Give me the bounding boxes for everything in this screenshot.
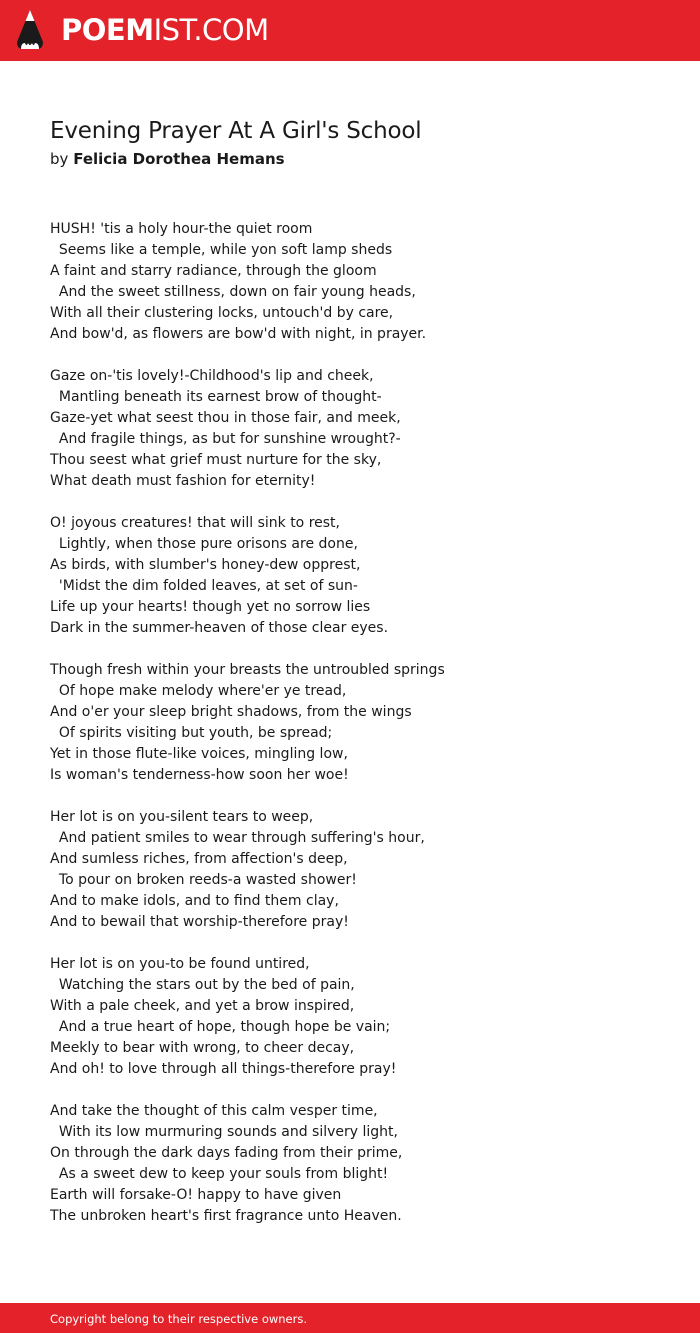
poem-line: Life up your hearts! though yet no sorrow lies bbox=[50, 599, 371, 615]
poem-line: O! joyous creatures! that will sink to rest, bbox=[50, 515, 340, 531]
poem-line: And the sweet stillness, down on fair young heads, bbox=[50, 284, 416, 300]
poem-content bbox=[50, 116, 670, 1248]
poem-line: Watching the stars out by the bed of pain, bbox=[50, 977, 355, 993]
poem-line: As a sweet dew to keep your souls from blight! bbox=[50, 1166, 389, 1182]
poem-stanza bbox=[50, 219, 670, 345]
poem-line: And sumless riches, from affection's deep, bbox=[50, 851, 348, 867]
logo-text bbox=[61, 9, 269, 51]
poem-line: Gaze on-'tis lovely!-Childhood's lip and cheek, bbox=[50, 368, 374, 384]
poem-line: The unbroken heart's first fragrance unto Heaven. bbox=[50, 1208, 402, 1224]
poem-line: Thou seest what grief must nurture for the sky, bbox=[50, 452, 382, 468]
poem-line: Mantling beneath its earnest brow of thought- bbox=[50, 389, 382, 405]
poem-line: And take the thought of this calm vesper time, bbox=[50, 1103, 378, 1119]
poem-line: HUSH! 'tis a holy hour-the quiet room bbox=[50, 221, 313, 237]
poem-line: And patient smiles to wear through suffering's hour, bbox=[50, 830, 425, 846]
poem-line: To pour on broken reeds-a wasted shower! bbox=[50, 872, 357, 888]
site-footer bbox=[0, 1303, 700, 1333]
poem-line: And oh! to love through all things-therefore pray! bbox=[50, 1061, 397, 1077]
poem-line: And fragile things, as but for sunshine wrought?- bbox=[50, 431, 401, 447]
poem-line: And to bewail that worship-therefore pray! bbox=[50, 914, 349, 930]
poem-line: Her lot is on you-silent tears to weep, bbox=[50, 809, 314, 825]
poem-line: Is woman's tenderness-how soon her woe! bbox=[50, 767, 349, 783]
poem-stanza bbox=[50, 1101, 670, 1227]
poem-line: And a true heart of hope, though hope be vain; bbox=[50, 1019, 391, 1035]
poem-byline bbox=[50, 149, 670, 170]
poem-line: Lightly, when those pure orisons are done, bbox=[50, 536, 358, 552]
poem-line: Seems like a temple, while yon soft lamp sheds bbox=[50, 242, 393, 258]
poem-line: A faint and starry radiance, through the gloom bbox=[50, 263, 377, 279]
poem-line: With all their clustering locks, untouch'd by care, bbox=[50, 305, 394, 321]
logo-text-bold: POEM bbox=[61, 13, 154, 47]
poem-line: And bow'd, as flowers are bow'd with night, in prayer. bbox=[50, 326, 427, 342]
poem-line: Yet in those flute-like voices, mingling low, bbox=[50, 746, 348, 762]
site-header bbox=[0, 0, 700, 61]
poem-line: 'Midst the dim folded leaves, at set of sun- bbox=[50, 578, 358, 594]
poem-line: Of spirits visiting but youth, be spread; bbox=[50, 725, 333, 741]
poem-line: Dark in the summer-heaven of those clear eyes. bbox=[50, 620, 389, 636]
poem-line: Her lot is on you-to be found untired, bbox=[50, 956, 310, 972]
poem-line: And to make idols, and to find them clay, bbox=[50, 893, 339, 909]
logo-text-light: IST.COM bbox=[153, 13, 269, 47]
poem-line: And o'er your sleep bright shadows, from the wings bbox=[50, 704, 412, 720]
poem-stanza bbox=[50, 513, 670, 639]
poem-line: Though fresh within your breasts the untroubled springs bbox=[50, 662, 445, 678]
poem-title: Evening Prayer At A Girl's School bbox=[50, 118, 422, 144]
poem-line: On through the dark days fading from their prime, bbox=[50, 1145, 403, 1161]
poem-line: With its low murmuring sounds and silvery light, bbox=[50, 1124, 398, 1140]
copyright-text: Copyright belong to their respective owners. bbox=[50, 1312, 308, 1326]
by-label: by bbox=[50, 150, 69, 168]
poem-line: Earth will forsake-O! happy to have given bbox=[50, 1187, 342, 1203]
site-logo[interactable] bbox=[16, 9, 269, 51]
poem-line: With a pale cheek, and yet a brow inspired, bbox=[50, 998, 355, 1014]
pencil-icon bbox=[16, 9, 44, 51]
poem-stanza bbox=[50, 954, 670, 1080]
poem-author: Felicia Dorothea Hemans bbox=[73, 150, 285, 168]
poem-line: Of hope make melody where'er ye tread, bbox=[50, 683, 347, 699]
poem-stanza bbox=[50, 660, 670, 786]
poem-stanza bbox=[50, 366, 670, 492]
poem-stanza bbox=[50, 807, 670, 933]
poem-line: Meekly to bear with wrong, to cheer decay, bbox=[50, 1040, 355, 1056]
poem-line: Gaze-yet what seest thou in those fair, and meek, bbox=[50, 410, 401, 426]
poem-line: What death must fashion for eternity! bbox=[50, 473, 316, 489]
poem-line: As birds, with slumber's honey-dew opprest, bbox=[50, 557, 361, 573]
poem-body bbox=[50, 219, 670, 1227]
